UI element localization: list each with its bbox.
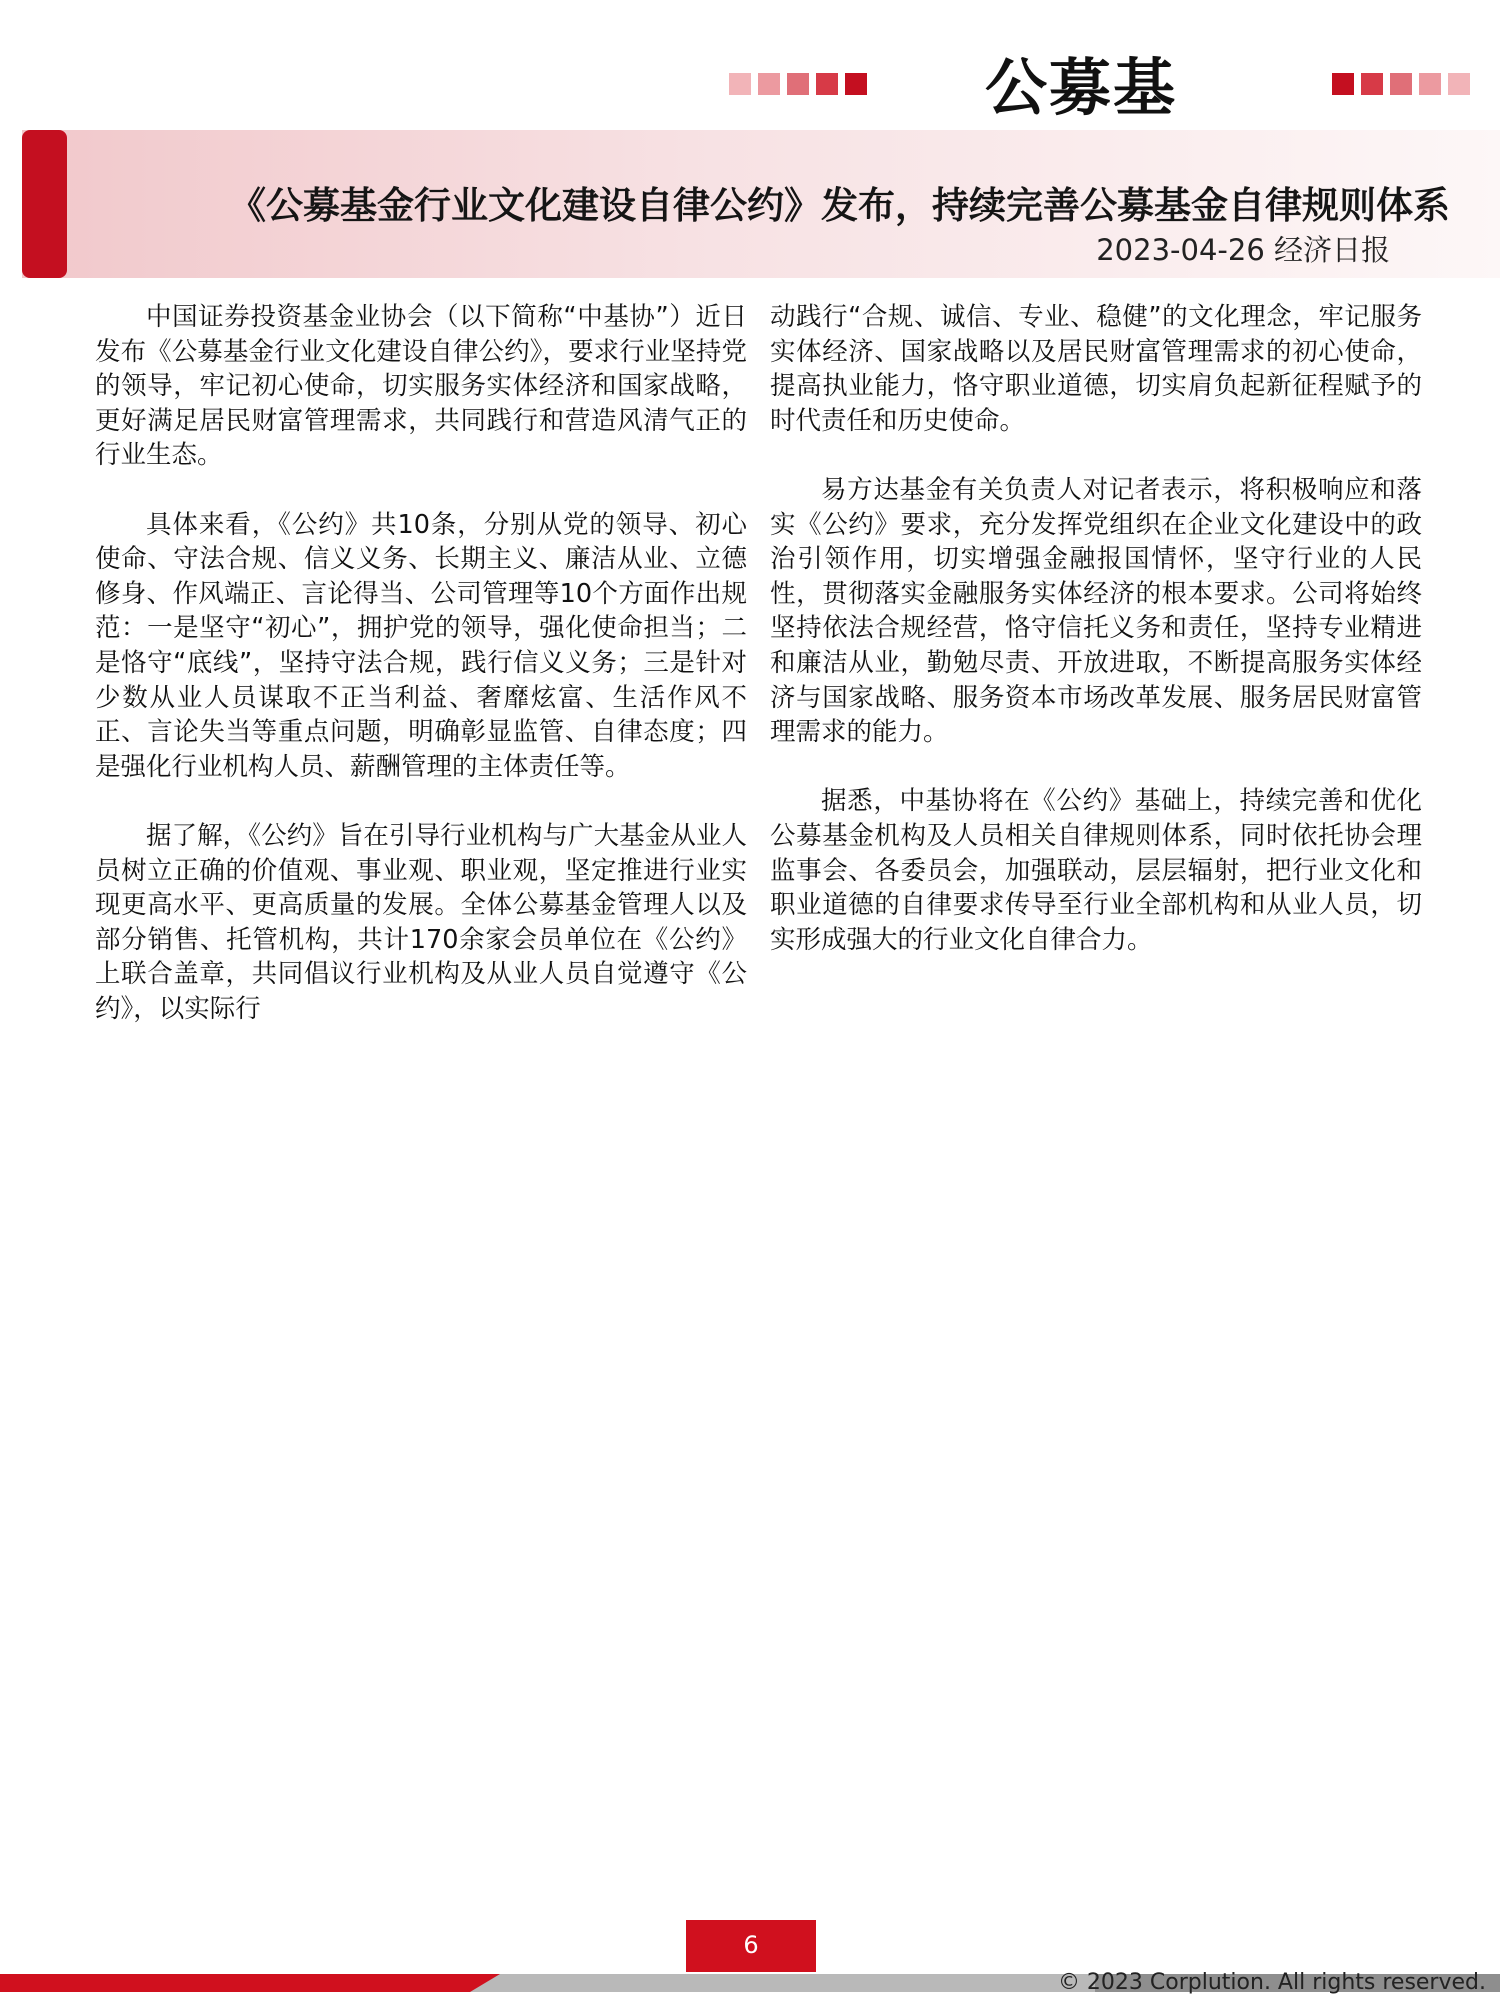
decor-square: [1419, 73, 1441, 95]
page-number: 6: [686, 1920, 816, 1972]
decor-square: [1390, 73, 1412, 95]
decor-square: [787, 73, 809, 95]
section-title: 公募基: [985, 51, 1178, 124]
header-decor-squares-left: [729, 73, 867, 95]
decor-square: [729, 73, 751, 95]
article-paragraph: 中国证券投资基金业协会（以下简称“中基协”）近日发布《公募基金行业文化建设自律公约》，要求行业坚持党的领导，牢记初心使命，切实服务实体经济和国家战略，更好满足居民财富管理需求，共同践行和营造风清气正的行业生态。: [95, 302, 747, 471]
article-dateline: 2023-04-26 经济日报: [1096, 233, 1390, 267]
article-paragraph: 动践行“合规、诚信、专业、稳健”的文化理念，牢记服务实体经济、国家战略以及居民财富管理需求的初心使命，提高执业能力，恪守职业道德，切实肩负起新征程赋予的时代责任和历史使命。: [770, 302, 1422, 436]
article-paragraph: 据了解，《公约》旨在引导行业机构与广大基金从业人员树立正确的价值观、事业观、职业观，坚定推进行业实现更高水平、更高质量的发展。全体公募基金管理人以及部分销售、托管机构，共计170余家会员单位在《公约》上联合盖章，共同倡议行业机构及从业人员自觉遵守《公约》，以实际行: [95, 820, 747, 1024]
title-band-accent: [22, 130, 67, 278]
decor-square: [1332, 73, 1354, 95]
header-decor-squares-right: [1332, 73, 1470, 95]
article-headline: 《公募基金行业文化建设自律公约》发布，持续完善公募基金自律规则体系: [229, 184, 1450, 227]
decor-square: [845, 73, 867, 95]
article-paragraph: 易方达基金有关负责人对记者表示，将积极响应和落实《公约》要求，充分发挥党组织在企业文化建设中的政治引领作用，切实增强金融报国情怀，坚守行业的人民性，贯彻落实金融服务实体经济的根本要求。公司将始终坚持依法合规经营，恪守信托义务和责任，坚持专业精进和廉洁从业，勤勉尽责、开放进取，不断提高服务实体经济与国家战略、服务资本市场改革发展、服务居民财富管理需求的能力。: [770, 474, 1422, 748]
decor-square: [758, 73, 780, 95]
article-column-left: [95, 300, 747, 1061]
decor-square: [1448, 73, 1470, 95]
article-column-right: [770, 300, 1422, 992]
copyright-text: © 2023 Corplution. All rights reserved.: [1057, 1970, 1486, 1995]
footer-bar-red: [0, 1974, 500, 1992]
article-paragraph: 具体来看，《公约》共10条，分别从党的领导、初心使命、守法合规、信义义务、长期主义、廉洁从业、立德修身、作风端正、言论得当、公司管理等10个方面作出规范：一是坚守“初心”，拥护党的领导，强化使命担当；二是恪守“底线”，坚持守法合规，践行信义义务；三是针对少数从业人员谋取不正当利益、奢靡炫富、生活作风不正、言论失当等重点问题，明确彰显监管、自律态度；四是强化行业机构人员、薪酬管理的主体责任等。: [95, 509, 747, 782]
decor-square: [816, 73, 838, 95]
article-paragraph: 据悉，中基协将在《公约》基础上，持续完善和优化公募基金机构及人员相关自律规则体系，同时依托协会理监事会、各委员会，加强联动，层层辐射，把行业文化和职业道德的自律要求传导至行业全部机构和从业人员，切实形成强大的行业文化自律合力。: [770, 786, 1422, 955]
decor-square: [1361, 73, 1383, 95]
